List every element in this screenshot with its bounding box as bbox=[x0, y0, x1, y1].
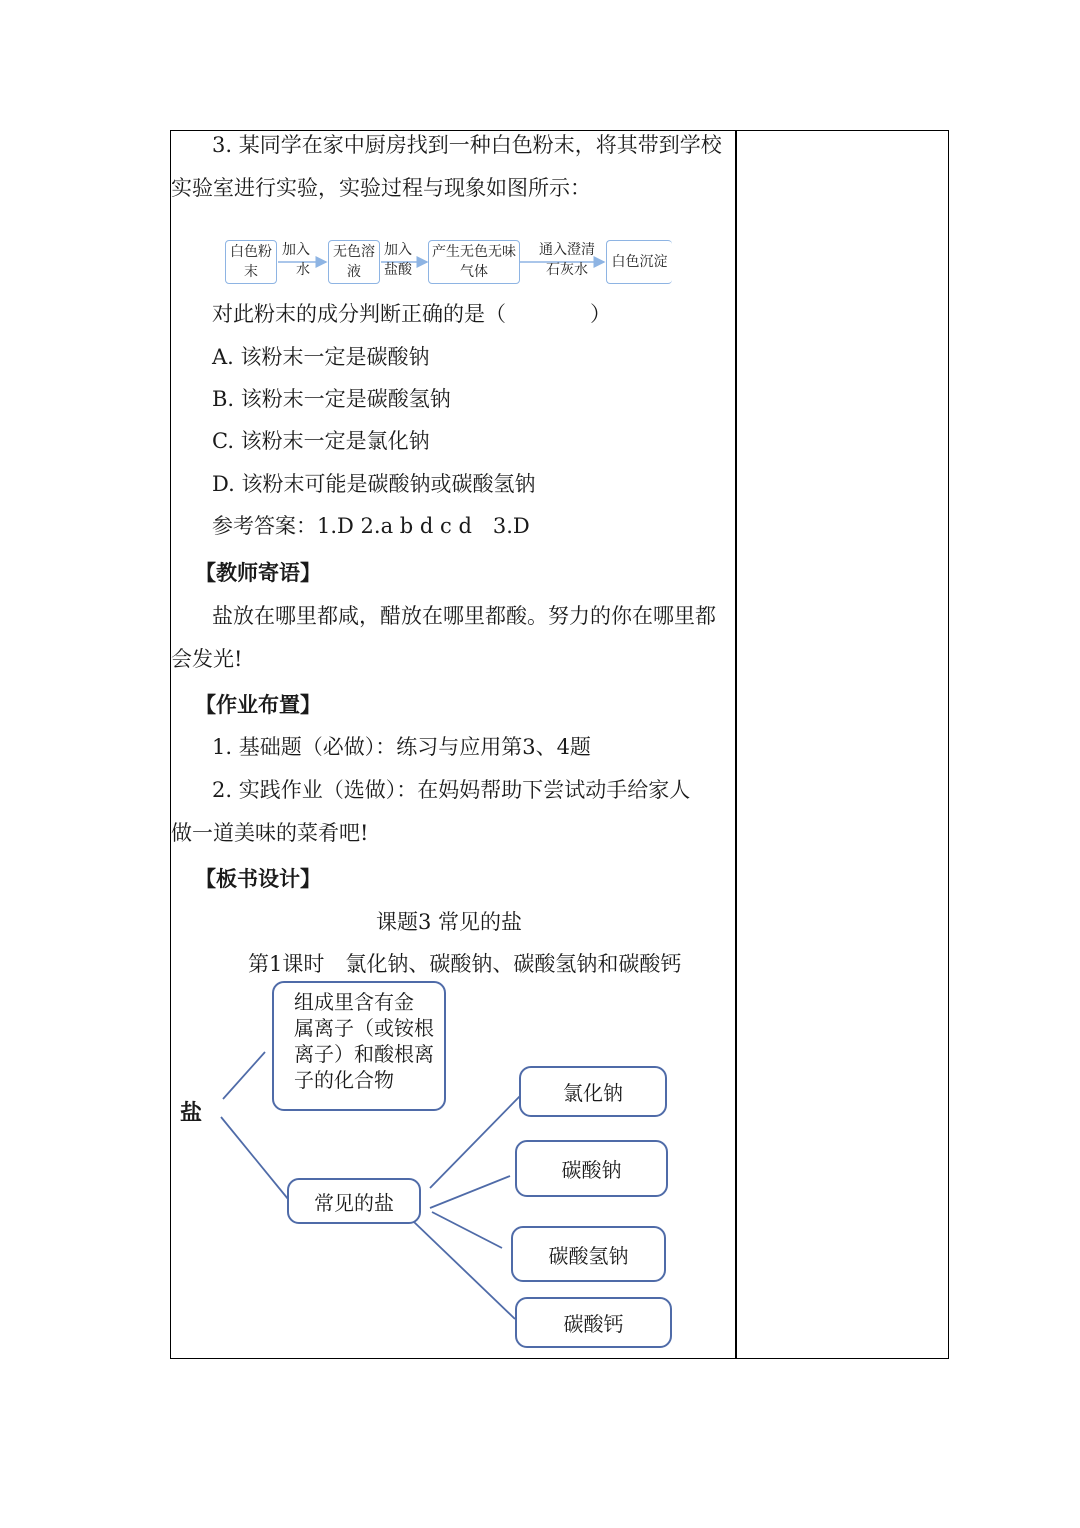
homework-item-2-line-1: 2. 实践作业（选做）：在妈妈帮助下尝试动手给家人 bbox=[212, 778, 691, 802]
homework-item-2-line-2: 做一道美味的菜肴吧! bbox=[171, 821, 369, 845]
flow-label-add-water: 加入 水 bbox=[282, 242, 310, 278]
teacher-message-line-1: 盐放在哪里都咸，醋放在哪里都酸。努力的你在哪里都 bbox=[212, 604, 716, 628]
flow-box-colorless-solution: 无色溶 液 bbox=[328, 240, 380, 284]
flow-box-colorless-gas: 产生无色无味 气体 bbox=[428, 240, 520, 284]
teacher-message-heading: 【教师寄语】 bbox=[195, 561, 321, 585]
option-a: A. 该粉末一定是碳酸钠 bbox=[212, 345, 430, 369]
salt-box-sodium-carbonate: 碳酸钠 bbox=[515, 1140, 668, 1197]
definition-box: 组成里含有金 属离子（或铵根 离子）和酸根离 子的化合物 bbox=[272, 981, 446, 1111]
flow-box-white-precipitate: 白色沉淀 bbox=[606, 240, 672, 284]
flow-label-add-hcl: 加入 盐酸 bbox=[384, 242, 412, 278]
board-subtitle: 第1课时 氯化钠、碳酸钠、碳酸氢钠和碳酸钙 bbox=[248, 952, 682, 976]
question-line-2: 实验室进行实验，实验过程与现象如图所示： bbox=[171, 176, 591, 200]
option-d: D. 该粉末可能是碳酸钠或碳酸氢钠 bbox=[212, 472, 536, 496]
connector-calcium-carbonate bbox=[414, 1222, 515, 1319]
board-title: 课题3 常见的盐 bbox=[376, 910, 523, 934]
homework-heading: 【作业布置】 bbox=[195, 693, 321, 717]
teacher-message-line-2: 会发光! bbox=[171, 647, 243, 671]
question-line-1: 3. 某同学在家中厨房找到一种白色粉末，将其带到学校 bbox=[212, 133, 722, 157]
reference-answer: 参考答案：1.D 2.a b d c d 3.D bbox=[212, 514, 530, 538]
mind-map-root: 盐 bbox=[180, 1101, 203, 1126]
salt-box-sodium-chloride: 氯化钠 bbox=[519, 1066, 667, 1117]
question-prompt: 对此粉末的成分判断正确的是（ ） bbox=[212, 302, 611, 326]
common-salts-box: 常见的盐 bbox=[287, 1178, 421, 1224]
option-b: B. 该粉末一定是碳酸氢钠 bbox=[212, 387, 451, 411]
homework-item-1: 1. 基础题（必做）：练习与应用第3、4题 bbox=[212, 735, 591, 759]
flow-label-limewater: 通入澄清 石灰水 bbox=[539, 242, 595, 278]
option-c: C. 该粉末一定是氯化钠 bbox=[212, 429, 430, 453]
connector-sodium-bicarbonate bbox=[432, 1212, 502, 1248]
connector-sodium-carbonate bbox=[430, 1176, 510, 1208]
salt-box-sodium-bicarbonate: 碳酸氢钠 bbox=[511, 1226, 666, 1282]
connector-root-definition bbox=[223, 1052, 265, 1099]
board-design-heading: 【板书设计】 bbox=[195, 867, 321, 891]
connector-sodium-chloride bbox=[430, 1096, 520, 1188]
salt-box-calcium-carbonate: 碳酸钙 bbox=[515, 1297, 672, 1348]
connector-root-common bbox=[221, 1117, 288, 1199]
flow-box-white-powder: 白色粉 末 bbox=[225, 240, 277, 284]
